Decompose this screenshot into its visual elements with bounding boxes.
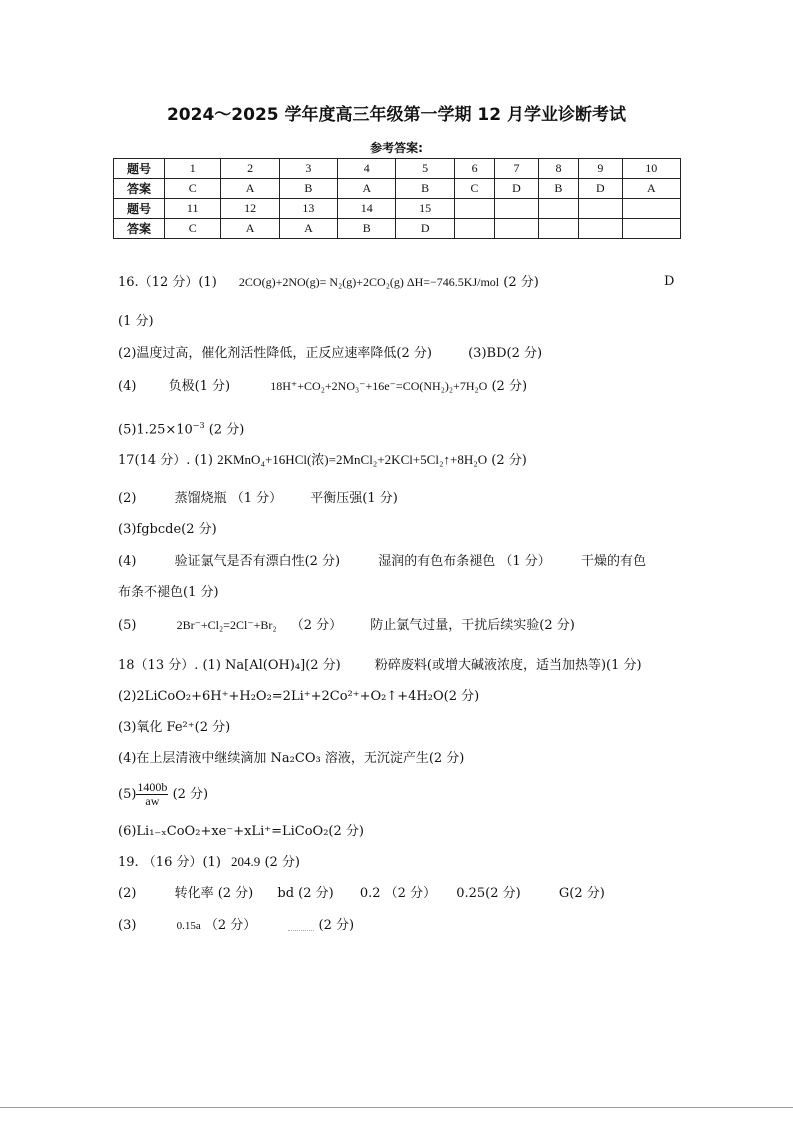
table-cell: D — [495, 179, 538, 199]
q17-p3: (3)fgbcde(2 分) — [118, 522, 217, 537]
q19-line1 — [118, 853, 300, 872]
q18-p5-label: (5) — [118, 787, 137, 802]
table-row-label: 答案 — [114, 179, 165, 199]
q19-p2-label: (2) — [118, 886, 137, 901]
table-cell — [538, 199, 578, 219]
table-cell: 2 — [221, 159, 279, 179]
table-row-label: 答案 — [114, 219, 165, 239]
q19-p3-b-score: (2 分) — [318, 918, 355, 933]
q16-p2: (2)温度过高，催化剂活性降低，正反应速率降低(2 分) — [118, 346, 432, 361]
table-cell: 6 — [454, 159, 494, 179]
q16-line1 — [118, 273, 539, 292]
q19-p2-e: G(2 分) — [558, 886, 605, 901]
table-row-label: 题号 — [114, 159, 165, 179]
q17-head: 17(14 分）. (1) — [118, 453, 213, 468]
q18-p5-den: aw — [145, 794, 160, 808]
table-cell: 14 — [338, 199, 396, 219]
q19-val: 204.9 — [231, 854, 261, 869]
table-cell — [454, 219, 494, 239]
q16-p4-eq: 18H⁺+CO₂+2NO₃⁻+16e⁻=CO(NH₂)₂+7H₂O — [270, 379, 488, 393]
q16-p4-score: (2 分) — [491, 379, 528, 394]
q16-p3: (3)BD(2 分) — [468, 346, 543, 361]
table-cell: 1 — [165, 159, 221, 179]
table-cell: 11 — [165, 199, 221, 219]
table-cell: A — [279, 219, 337, 239]
table-cell — [622, 199, 680, 219]
q19-p3-label: (3) — [118, 918, 137, 933]
table-cell: A — [338, 179, 396, 199]
answer-subtitle: 参考答案: — [370, 141, 423, 155]
table-cell: 7 — [495, 159, 538, 179]
page-title: 2024～2025 学年度高三年级第一学期 12 月学业诊断考试 — [166, 105, 627, 125]
table-cell: A — [221, 179, 279, 199]
q17-p4-line — [118, 553, 646, 571]
table-cell — [538, 219, 578, 239]
table-cell — [622, 219, 680, 239]
table-cell: 4 — [338, 159, 396, 179]
q17-p2-line — [118, 490, 398, 508]
q19-p2-line — [118, 885, 605, 903]
q18-p3: (3)氧化 Fe²⁺(2 分) — [118, 720, 231, 735]
q17-p5-label: (5) — [118, 618, 137, 633]
table-cell: C — [454, 179, 494, 199]
table-row — [114, 199, 681, 219]
q19-p3-line — [118, 917, 354, 935]
table-cell: D — [579, 179, 622, 199]
q17-p2-label: (2) — [118, 491, 137, 506]
table-cell — [579, 219, 622, 239]
q18-p5-line — [118, 781, 208, 808]
table-cell — [579, 199, 622, 219]
q19-head: 19. （16 分）(1) — [118, 855, 221, 870]
table-cell: 8 — [538, 159, 578, 179]
q18-p2: (2)2LiCoO₂+6H⁺+H₂O₂=2Li⁺+2Co²⁺+O₂↑+4H₂O(2 分) — [118, 689, 480, 704]
table-cell: 15 — [396, 199, 454, 219]
q16-d: D — [664, 274, 675, 289]
q17-score1: (2 分) — [491, 453, 527, 468]
answer-table — [113, 158, 681, 239]
table-cell — [454, 199, 494, 219]
table-cell: A — [622, 179, 680, 199]
q17-p5-line — [118, 616, 575, 635]
q17-p5-score: （2 分） — [290, 618, 343, 633]
q16-head: 16.（12 分）(1) — [118, 275, 217, 290]
q18-p5-fraction — [136, 781, 168, 808]
q16-p4-a: 负极(1 分) — [168, 379, 231, 394]
q19-p2-a: 转化率 (2 分) — [174, 886, 254, 901]
table-cell: 12 — [221, 199, 279, 219]
q17-equation: 2KMnO₄+16HCl(浓)=2MnCl₂+2KCl+5Cl₂↑+8H₂O — [217, 452, 488, 467]
table-cell: D — [396, 219, 454, 239]
q16-p5-score: (2 分) — [208, 422, 245, 438]
q18-head-b: 粉碎废料(或增大碱液浓度，适当加热等)(1 分) — [374, 658, 642, 673]
q16-equation: 2CO(g)+2NO(g)= N₂(g)+2CO₂(g) ΔH=−746.5KJ/mol — [238, 275, 500, 289]
q17-p5-b: 防止氯气过量，干扰后续实验(2 分) — [370, 618, 575, 633]
page-bottom-divider — [0, 1107, 793, 1108]
q18-p5-num: 1400b — [137, 780, 168, 794]
q17-p4-c: 干燥的有色 — [580, 554, 646, 569]
table-cell: B — [538, 179, 578, 199]
table-row — [114, 219, 681, 239]
q19-p2-c: 0.2 （2 分） — [359, 886, 437, 901]
table-row-label: 题号 — [114, 199, 165, 219]
q16-p5: (5)1.25×10 — [118, 422, 193, 438]
table-cell — [495, 199, 538, 219]
q16-p5-line — [118, 417, 244, 439]
q16-d-score: (1 分) — [118, 314, 154, 329]
q16-p4-line — [118, 377, 527, 396]
q18-head: 18（13 分）. (1) Na[Al(OH)₄](2 分) — [118, 658, 341, 673]
table-cell: 10 — [622, 159, 680, 179]
q19-p3-b-expression — [288, 920, 314, 931]
q18-p5-score: (2 分) — [172, 787, 209, 802]
q16-p4-label: (4) — [118, 379, 137, 394]
q18-line1 — [118, 657, 642, 675]
table-row — [114, 159, 681, 179]
q18-p4: (4)在上层清液中继续滴加 Na₂CO₃ 溶液，无沉淀产生(2 分) — [118, 751, 465, 766]
q16-p2-line — [118, 345, 542, 363]
q19-p3-a: 0.15a — [176, 920, 201, 932]
q17-p4-a: 验证氯气是否有漂白性(2 分) — [174, 554, 341, 569]
q17-p4-b: 湿润的有色布条褪色 （1 分） — [378, 554, 551, 569]
q19-score1: (2 分) — [264, 855, 300, 870]
q19-p2-b: bd (2 分) — [277, 886, 334, 901]
table-cell: C — [165, 219, 221, 239]
q17-p4-label: (4) — [118, 554, 137, 569]
table-cell: B — [279, 179, 337, 199]
q16-p5-exp: −3 — [192, 421, 205, 430]
q17-p4-d: 布条不褪色(1 分) — [118, 585, 219, 600]
table-cell: 9 — [579, 159, 622, 179]
table-cell: 5 — [396, 159, 454, 179]
table-cell: B — [396, 179, 454, 199]
table-cell: B — [338, 219, 396, 239]
q17-p2-a: 蒸馏烧瓶 （1 分） — [174, 491, 283, 506]
table-cell — [495, 219, 538, 239]
q17-p2-b: 平衡压强(1 分) — [310, 491, 398, 506]
q19-p3-a-score: （2 分） — [204, 918, 257, 933]
table-cell: A — [221, 219, 279, 239]
table-cell: C — [165, 179, 221, 199]
q18-p6: (6)Li₁₋ₓCoO₂+xe⁻+xLi⁺=LiCoO₂(2 分) — [118, 824, 364, 839]
table-row — [114, 179, 681, 199]
q16-score1: (2 分) — [503, 275, 539, 290]
q19-p2-d: 0.25(2 分) — [456, 886, 521, 901]
q17-line1 — [118, 451, 527, 470]
table-cell: 3 — [279, 159, 337, 179]
q17-p5-eq: 2Br⁻+Cl₂=2Cl⁻+Br₂ — [176, 618, 277, 632]
table-cell: 13 — [279, 199, 337, 219]
